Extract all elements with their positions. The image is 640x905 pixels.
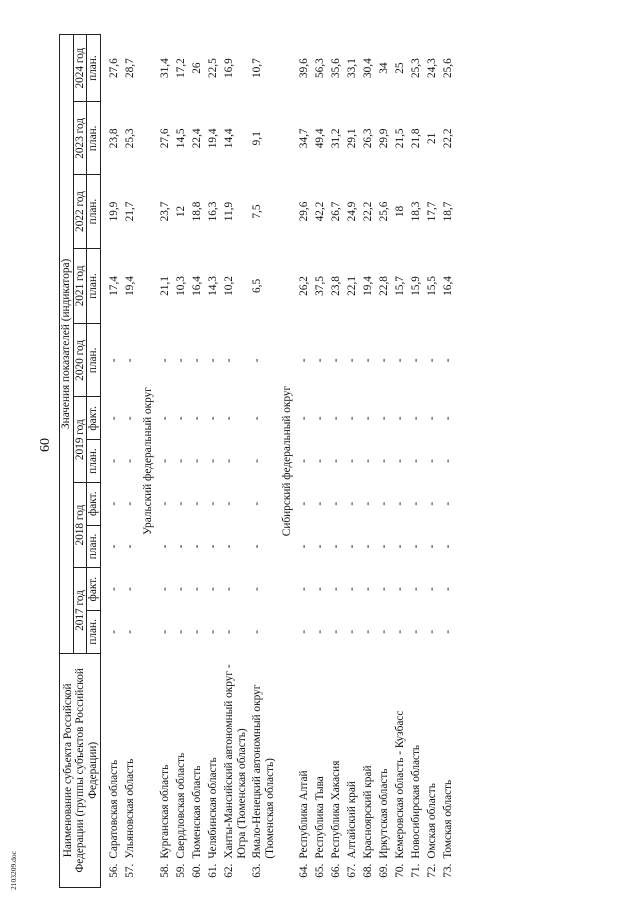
indicator-value: - xyxy=(409,587,422,592)
indicator-value: - xyxy=(107,587,120,592)
indicator-value: - xyxy=(206,544,219,549)
table-row xyxy=(222,35,250,888)
row-number: 60. xyxy=(190,863,203,878)
indicator-value: - xyxy=(361,459,374,463)
indicator-value: - xyxy=(329,587,342,592)
indicator-value: 27,6 xyxy=(107,58,120,78)
indicator-value: - xyxy=(222,416,235,421)
indicator-value: - xyxy=(250,544,263,549)
indicator-value: - xyxy=(297,544,310,549)
indicator-value: 34 xyxy=(377,62,390,74)
indicator-value: - xyxy=(329,544,342,549)
table-row xyxy=(123,35,139,888)
table-row xyxy=(409,35,425,888)
indicator-value: - xyxy=(123,416,136,421)
header-plan: план. xyxy=(87,248,101,324)
indicator-value: 16,9 xyxy=(222,58,235,78)
indicator-value: - xyxy=(377,416,390,421)
indicator-value: 37,5 xyxy=(313,276,326,296)
indicator-value: 21,8 xyxy=(409,128,422,149)
indicator-value: - xyxy=(441,358,454,363)
indicator-value: 21,7 xyxy=(123,201,136,222)
table-row xyxy=(190,35,206,888)
indicator-value: - xyxy=(313,459,326,463)
indicator-value: - xyxy=(206,501,219,506)
row-number: 58. xyxy=(158,863,171,878)
indicator-value: - xyxy=(441,459,454,463)
region-name: Республика Тыва xyxy=(313,776,326,859)
section-title: Сибирский федеральный округ xyxy=(281,385,294,537)
indicator-value: - xyxy=(190,416,203,421)
section-title: Уральский федеральный округ xyxy=(142,387,155,535)
indicator-value: 14,4 xyxy=(222,128,235,149)
indicator-value: - xyxy=(250,416,263,421)
indicator-value: 19,4 xyxy=(206,128,219,149)
header-indicator-group: Значения показателей (индикатора) xyxy=(60,35,74,654)
indicator-value: - xyxy=(393,459,406,463)
indicator-value: - xyxy=(297,358,310,363)
indicator-value: - xyxy=(190,587,203,592)
indicator-value: - xyxy=(377,587,390,592)
section-row xyxy=(139,35,158,888)
indicator-value: - xyxy=(107,629,120,634)
region-name: Кемеровская область - Кузбасс xyxy=(393,710,406,859)
table-row xyxy=(250,35,278,888)
indicator-value: - xyxy=(393,358,406,363)
indicator-value: - xyxy=(409,459,422,463)
table-row xyxy=(297,35,313,888)
indicator-value: - xyxy=(222,629,235,634)
indicator-value: 19,9 xyxy=(107,201,120,222)
row-number: 66. xyxy=(329,863,342,878)
table-header xyxy=(60,35,101,888)
indicator-value: - xyxy=(158,358,171,363)
indicator-value: 56,3 xyxy=(313,58,326,78)
indicator-value: - xyxy=(377,629,390,634)
indicator-value: - xyxy=(174,587,187,592)
indicator-value: - xyxy=(361,416,374,421)
indicator-value: - xyxy=(345,501,358,506)
indicator-value: 17,4 xyxy=(107,276,120,296)
indicator-value: 26,2 xyxy=(297,276,310,296)
region-name: Челябинская область xyxy=(206,757,219,859)
indicator-value: - xyxy=(190,544,203,549)
indicator-value: - xyxy=(425,501,438,506)
row-number: 68. xyxy=(361,863,374,878)
indicator-value: 18,7 xyxy=(441,201,454,222)
table-body xyxy=(100,35,457,888)
region-name: Ульяновская область xyxy=(123,758,136,859)
indicator-value: 25 xyxy=(393,62,406,74)
indicator-value: - xyxy=(361,501,374,506)
indicator-value: - xyxy=(361,544,374,549)
header-plan: план. xyxy=(87,525,101,568)
indicator-value: - xyxy=(297,587,310,592)
region-name: Омская область xyxy=(425,783,438,859)
region-name: Курганская область xyxy=(158,764,171,859)
indicator-value: 30,4 xyxy=(361,58,374,78)
table-row xyxy=(361,35,377,888)
indicator-value: - xyxy=(107,358,120,363)
indicator-table xyxy=(59,34,457,888)
indicator-value: - xyxy=(345,459,358,463)
indicator-value: - xyxy=(393,416,406,421)
indicator-value: - xyxy=(174,459,187,463)
header-plan: план. xyxy=(87,175,101,248)
indicator-value: 18 xyxy=(393,205,406,218)
indicator-value: - xyxy=(441,629,454,634)
row-number: 70. xyxy=(393,863,406,878)
indicator-value: 22,5 xyxy=(206,58,219,78)
indicator-value: 10,2 xyxy=(222,276,235,296)
indicator-value: - xyxy=(250,629,263,634)
indicator-value: - xyxy=(329,629,342,634)
indicator-value: 28,7 xyxy=(123,58,136,78)
indicator-value: - xyxy=(190,459,203,463)
indicator-value: 22,4 xyxy=(190,128,203,149)
indicator-value: 15,9 xyxy=(409,276,422,296)
indicator-value: - xyxy=(250,459,263,463)
indicator-value: 17,2 xyxy=(174,58,187,78)
indicator-value: - xyxy=(393,544,406,549)
indicator-value: - xyxy=(441,587,454,592)
table-row xyxy=(425,35,441,888)
indicator-value: 24,9 xyxy=(345,201,358,222)
row-number: 65. xyxy=(313,863,326,878)
indicator-value: 31,4 xyxy=(158,58,171,78)
indicator-value: - xyxy=(206,587,219,592)
indicator-value: - xyxy=(158,629,171,634)
indicator-value: 23,8 xyxy=(107,128,120,149)
indicator-value: 14,3 xyxy=(206,276,219,296)
region-name: Красноярский край xyxy=(361,765,374,859)
table-row xyxy=(313,35,329,888)
indicator-value: 16,3 xyxy=(206,201,219,222)
indicator-value: - xyxy=(377,459,390,463)
row-number: 61. xyxy=(206,863,219,878)
row-number: 57. xyxy=(123,863,136,878)
indicator-value: - xyxy=(345,629,358,634)
header-plan: план. xyxy=(87,440,101,483)
header-plan: план. xyxy=(87,324,101,397)
indicator-value: - xyxy=(297,416,310,421)
document-footer: 2103209.doc xyxy=(9,851,18,890)
table-row xyxy=(329,35,345,888)
indicator-value: - xyxy=(190,629,203,634)
row-number: 71. xyxy=(409,863,422,878)
header-plan: план. xyxy=(87,611,101,654)
header-fact: факт. xyxy=(87,568,101,611)
indicator-value: - xyxy=(425,544,438,549)
indicator-value: - xyxy=(313,416,326,421)
indicator-value: 24,3 xyxy=(425,58,438,78)
row-number: 56. xyxy=(107,863,120,878)
indicator-value: - xyxy=(206,358,219,363)
indicator-value: 10,3 xyxy=(174,276,187,296)
indicator-value: - xyxy=(107,501,120,506)
indicator-value: - xyxy=(250,358,263,363)
indicator-value: 25,3 xyxy=(409,58,422,78)
indicator-value: - xyxy=(409,544,422,549)
row-number: 59. xyxy=(174,863,187,878)
indicator-value: 16,4 xyxy=(441,276,454,296)
region-name: Саратовская область xyxy=(107,759,120,859)
row-number: 67. xyxy=(345,863,358,878)
indicator-value: 39,6 xyxy=(297,58,310,78)
header-year: 2021 год xyxy=(73,248,87,324)
indicator-value: - xyxy=(425,459,438,463)
indicator-value: - xyxy=(329,416,342,421)
indicator-value: - xyxy=(329,501,342,506)
table-row xyxy=(345,35,361,888)
header-fact: факт. xyxy=(87,482,101,525)
table-row xyxy=(441,35,457,888)
indicator-value: 7,5 xyxy=(250,204,263,219)
indicator-value: - xyxy=(409,629,422,634)
indicator-value: - xyxy=(174,416,187,421)
indicator-value: - xyxy=(107,416,120,421)
indicator-value: - xyxy=(409,501,422,506)
indicator-value: - xyxy=(107,544,120,549)
indicator-value: - xyxy=(158,544,171,549)
indicator-value: 16,4 xyxy=(190,276,203,296)
indicator-value: - xyxy=(345,544,358,549)
indicator-value: 22,8 xyxy=(377,276,390,296)
indicator-value: - xyxy=(441,544,454,549)
indicator-value: - xyxy=(206,459,219,463)
table-row xyxy=(393,35,409,888)
indicator-value: 26,7 xyxy=(329,201,342,222)
region-name: Ханты-Мансийский автономный округ - Югра (Тюменская область) xyxy=(222,664,248,859)
region-name: Ямало-Ненецкий автономный округ (Тюменская область) xyxy=(250,684,276,859)
header-year: 2017 год xyxy=(73,568,87,653)
indicator-value: - xyxy=(297,459,310,463)
indicator-value: - xyxy=(409,416,422,421)
indicator-value: 22,1 xyxy=(345,276,358,296)
indicator-value: - xyxy=(361,358,374,363)
indicator-value: 35,6 xyxy=(329,58,342,78)
indicator-value: - xyxy=(222,544,235,549)
indicator-value: 25,6 xyxy=(441,58,454,78)
indicator-value: 21 xyxy=(425,132,438,144)
indicator-value: - xyxy=(250,587,263,592)
indicator-value: - xyxy=(393,587,406,592)
indicator-value: - xyxy=(158,459,171,463)
row-number: 64. xyxy=(297,863,310,878)
indicator-value: - xyxy=(123,501,136,506)
header-name-column: Наименование субъекта Российской Федерации (группы субъектов Российской Федерации) xyxy=(60,653,101,887)
indicator-value: 19,4 xyxy=(123,276,136,296)
header-year: 2024 год xyxy=(73,35,87,102)
indicator-value: 25,3 xyxy=(123,128,136,149)
indicator-value: - xyxy=(345,358,358,363)
indicator-value: 21,1 xyxy=(158,276,171,296)
indicator-value: 15,7 xyxy=(393,276,406,296)
indicator-value: - xyxy=(441,416,454,421)
indicator-value: - xyxy=(174,544,187,549)
header-plan: план. xyxy=(87,102,101,175)
indicator-value: - xyxy=(377,358,390,363)
row-number: 69. xyxy=(377,863,390,878)
indicator-value: 27,6 xyxy=(158,128,171,149)
indicator-value: - xyxy=(313,587,326,592)
indicator-value: - xyxy=(441,501,454,506)
header-year: 2022 год xyxy=(73,175,87,248)
indicator-value: - xyxy=(222,501,235,506)
indicator-value: 31,2 xyxy=(329,128,342,149)
region-name: Иркутская область xyxy=(377,768,390,859)
indicator-value: 12 xyxy=(174,205,187,218)
indicator-value: 10,7 xyxy=(250,58,263,78)
indicator-value: - xyxy=(190,501,203,506)
indicator-value: 26 xyxy=(190,62,203,74)
row-number: 73. xyxy=(441,863,454,878)
indicator-value: 22,2 xyxy=(441,128,454,149)
rotated-table-page xyxy=(59,30,579,888)
indicator-value: 42,2 xyxy=(313,201,326,222)
indicator-value: 23,7 xyxy=(158,201,171,222)
indicator-value: 29,9 xyxy=(377,128,390,149)
indicator-value: - xyxy=(123,358,136,363)
table-row xyxy=(377,35,393,888)
indicator-value: 11,9 xyxy=(222,201,235,222)
indicator-value: 25,6 xyxy=(377,201,390,222)
indicator-value: - xyxy=(107,459,120,463)
indicator-value: - xyxy=(123,587,136,592)
indicator-value: - xyxy=(158,501,171,506)
indicator-value: 14,5 xyxy=(174,128,187,149)
indicator-value: 9,1 xyxy=(250,131,263,146)
indicator-value: - xyxy=(158,587,171,592)
indicator-value: - xyxy=(222,587,235,592)
indicator-value: - xyxy=(206,416,219,421)
table-row xyxy=(174,35,190,888)
row-number: 72. xyxy=(425,863,438,878)
indicator-value: - xyxy=(361,629,374,634)
row-number: 63. xyxy=(250,863,263,878)
indicator-value: - xyxy=(123,544,136,549)
indicator-value: 15,5 xyxy=(425,276,438,296)
indicator-value: 18,3 xyxy=(409,201,422,222)
indicator-value: 22,2 xyxy=(361,201,374,222)
indicator-value: - xyxy=(329,459,342,463)
indicator-value: 29,6 xyxy=(297,201,310,222)
indicator-value: - xyxy=(297,501,310,506)
indicator-value: - xyxy=(425,358,438,363)
indicator-value: - xyxy=(313,501,326,506)
indicator-value: 33,1 xyxy=(345,58,358,78)
section-row xyxy=(278,35,297,888)
indicator-value: - xyxy=(174,358,187,363)
row-number: 62. xyxy=(222,863,235,878)
indicator-value: - xyxy=(425,629,438,634)
indicator-value: - xyxy=(250,501,263,506)
region-name: Новосибирская область xyxy=(409,744,422,859)
indicator-value: - xyxy=(313,544,326,549)
region-name: Тюменская область xyxy=(190,765,203,859)
indicator-value: - xyxy=(313,629,326,634)
indicator-value: 18,8 xyxy=(190,201,203,222)
indicator-value: 29,1 xyxy=(345,128,358,149)
indicator-value: - xyxy=(377,544,390,549)
indicator-value: - xyxy=(190,358,203,363)
indicator-value: - xyxy=(123,459,136,463)
region-name: Томская область xyxy=(441,779,454,859)
header-plan: план. xyxy=(87,35,101,102)
indicator-value: 23,8 xyxy=(329,276,342,296)
indicator-value: - xyxy=(393,501,406,506)
table-row xyxy=(206,35,222,888)
indicator-value: 17,7 xyxy=(425,201,438,222)
region-name: Республика Алтай xyxy=(297,770,310,859)
indicator-value: - xyxy=(174,629,187,634)
region-name: Алтайский край xyxy=(345,781,358,859)
indicator-value: - xyxy=(297,629,310,634)
indicator-value: - xyxy=(393,629,406,634)
indicator-value: - xyxy=(222,358,235,363)
indicator-value: - xyxy=(222,459,235,463)
region-name: Свердловская область xyxy=(174,752,187,859)
page-number: 60 xyxy=(38,438,53,452)
indicator-value: - xyxy=(409,358,422,363)
indicator-value: 19,4 xyxy=(361,276,374,296)
indicator-value: 26,3 xyxy=(361,128,374,149)
indicator-value: - xyxy=(329,358,342,363)
indicator-value: 34,7 xyxy=(297,128,310,149)
table-row xyxy=(107,35,123,888)
table-row xyxy=(158,35,174,888)
indicator-value: - xyxy=(425,587,438,592)
header-year: 2023 год xyxy=(73,102,87,175)
indicator-value: - xyxy=(377,501,390,506)
header-year: 2020 год xyxy=(73,324,87,397)
indicator-value: - xyxy=(425,416,438,421)
indicator-value: 21,5 xyxy=(393,128,406,149)
indicator-value: - xyxy=(313,358,326,363)
header-fact: факт. xyxy=(87,397,101,440)
region-name: Республика Хакасия xyxy=(329,760,342,859)
header-year: 2019 год xyxy=(73,397,87,482)
indicator-value: - xyxy=(345,416,358,421)
indicator-value: - xyxy=(174,501,187,506)
indicator-value: - xyxy=(361,587,374,592)
indicator-value: - xyxy=(123,629,136,634)
indicator-value: - xyxy=(206,629,219,634)
indicator-value: 6,5 xyxy=(250,278,263,294)
indicator-value: - xyxy=(345,587,358,592)
indicator-value: - xyxy=(158,416,171,421)
header-year: 2018 год xyxy=(73,482,87,567)
indicator-value: 49,4 xyxy=(313,128,326,149)
